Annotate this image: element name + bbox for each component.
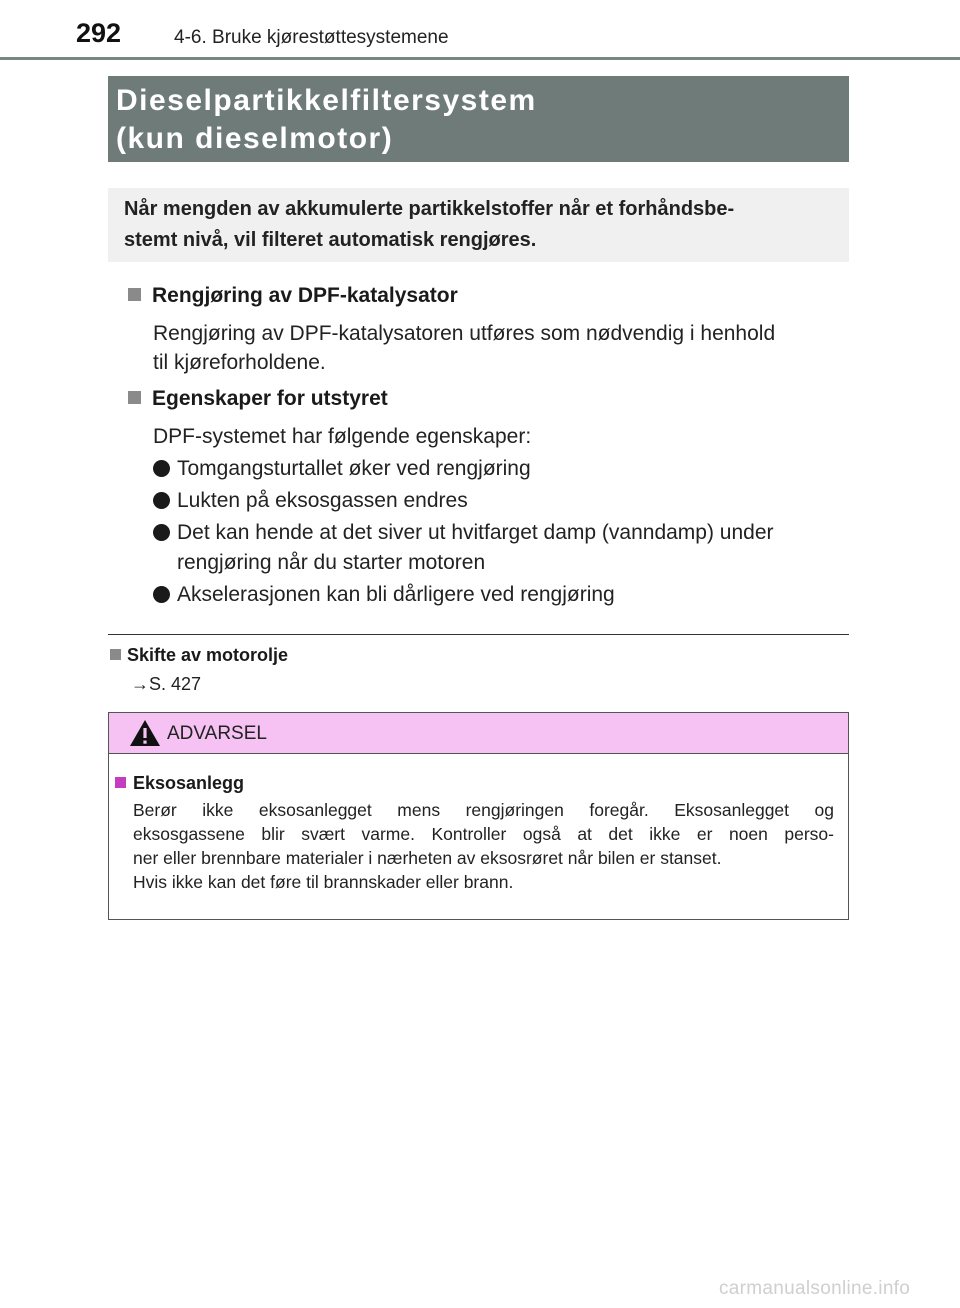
section-dpf-cleaning <box>128 282 858 377</box>
section-heading: Egenskaper for utstyret <box>128 385 858 413</box>
square-bullet-icon <box>115 777 126 788</box>
section-title-line-1: Dieselpartikkelfiltersystem <box>116 84 537 117</box>
list-item: Tomgangsturtallet øker ved rengjøring <box>128 454 858 484</box>
square-bullet-icon <box>110 649 121 660</box>
header-rule <box>0 57 960 60</box>
warning-text: Berør ikke eksosanlegget mens rengjøringen foregår. Eksosanlegget og eksosgassene blir svært varme. Kontroller også at det ikke er noen perso- ner eller brennbare materialer i nærheten av eksosrøret når bilen er stanset. Hvis ikke kan det føre til brannskader eller brann. <box>133 800 834 892</box>
watermark: carmanualsonline.info <box>719 1278 911 1299</box>
divider-rule <box>108 634 849 635</box>
warning-subheading: Eksosanlegg <box>115 770 834 796</box>
warning-triangle-icon <box>129 719 161 747</box>
warning-label: ADVARSEL <box>167 723 267 744</box>
intro-box <box>108 188 849 262</box>
section-title-box <box>108 76 849 162</box>
section-body: Rengjøring av DPF-katalysatoren utføres som nødvendig i henhold til kjøreforholdene. <box>153 322 776 374</box>
square-bullet-icon <box>128 391 141 404</box>
bullet-dot-icon <box>153 460 170 477</box>
page-number: 292 <box>76 18 122 48</box>
warning-box <box>108 712 849 920</box>
list-item: Det kan hende at det siver ut hvitfarget damp (vanndamp) under rengjøring når du starter motoren <box>128 518 858 578</box>
bullet-dot-icon <box>153 586 170 603</box>
chapter-title: 4-6. Bruke kjørestøttesystemene <box>174 27 449 48</box>
intro-line-1: Når mengden av akkumulerte partikkelstoffer når et forhåndsbe- <box>124 198 735 220</box>
intro-line-2: stemt nivå, vil filteret automatisk rengjøres. <box>124 229 537 251</box>
page-reference-link[interactable]: →S. 427 <box>131 674 202 694</box>
warning-header <box>109 713 848 754</box>
list-item: Lukten på eksosgassen endres <box>128 486 858 516</box>
warning-body <box>109 754 848 894</box>
bullet-dot-icon <box>153 492 170 509</box>
section-heading: Rengjøring av DPF-katalysator <box>128 282 858 310</box>
bullet-dot-icon <box>153 524 170 541</box>
list-item: Akselerasjonen kan bli dårligere ved rengjøring <box>128 580 858 610</box>
page-header <box>0 0 960 60</box>
section-equipment-properties <box>128 385 858 610</box>
note-heading: Skifte av motorolje <box>110 645 288 666</box>
section-body: DPF-systemet har følgende egenskaper: <box>153 425 532 448</box>
square-bullet-icon <box>128 288 141 301</box>
section-title-line-2: (kun dieselmotor) <box>116 122 394 155</box>
